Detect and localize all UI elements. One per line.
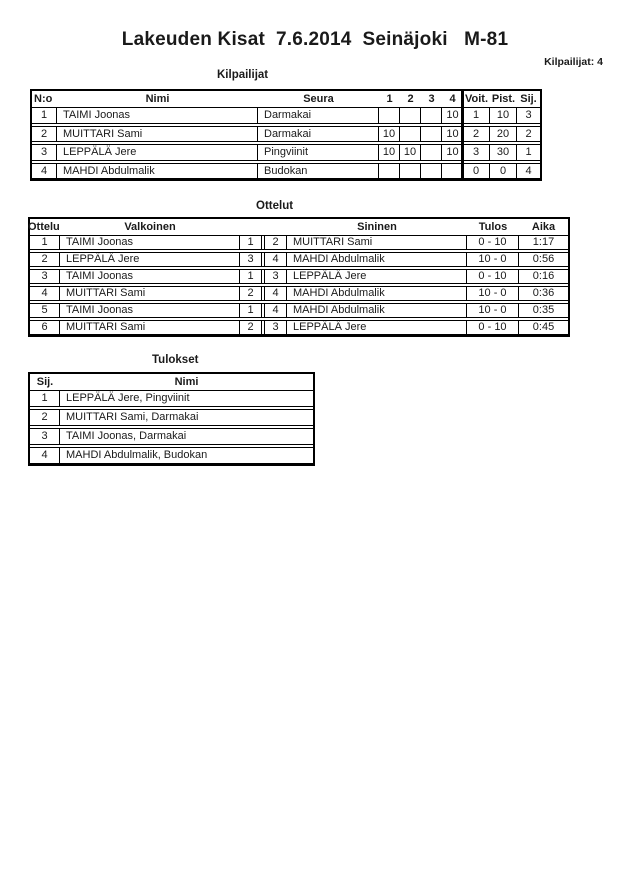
- ottelut-cell: 4: [265, 253, 287, 266]
- ottelut-cell: 0:36: [532, 287, 555, 299]
- tulokset-cell: 3: [30, 429, 60, 444]
- kilpailijat-cell: Darmakai: [258, 108, 379, 123]
- ottelut-cell: 6: [30, 321, 60, 334]
- ottelut-cell: TAIMI Joonas: [60, 270, 240, 283]
- tulokset-cell: TAIMI Joonas, Darmakai: [66, 430, 187, 442]
- kilpailijat-cell: 0: [463, 164, 490, 179]
- ottelut-cell: 3: [30, 270, 60, 283]
- kilpailijat-header-cell: Voit.: [464, 93, 488, 105]
- kilpailijat-header-cell: 3: [428, 93, 435, 105]
- kilpailijat-cell: 10: [446, 146, 459, 158]
- ottelut-cell: 1: [240, 236, 262, 249]
- kilpailijat-cell: 10: [490, 108, 517, 123]
- tulokset-cell: 1: [30, 391, 60, 406]
- kilpailijat-cell: 3: [525, 109, 532, 121]
- section-label-tulokset: Tulokset: [152, 354, 199, 366]
- ottelut-cell: LEPPÄLÄ Jere: [287, 270, 467, 283]
- ottelut-cell: 4: [30, 287, 60, 300]
- ottelut-cell: MUITTARI Sami: [60, 321, 240, 334]
- kilpailijat-cell: 10: [379, 145, 400, 160]
- table-kilpailijat: [30, 89, 542, 181]
- ottelut-row: [30, 320, 568, 335]
- thick-column-separator: [461, 89, 464, 181]
- ottelut-cell: 1: [240, 270, 262, 283]
- ottelut-cell: 0 - 10: [467, 236, 519, 249]
- kilpailijat-cell: [400, 108, 421, 123]
- ottelut-cell: TAIMI Joonas: [60, 304, 240, 317]
- ottelut-cell: 0:16: [532, 270, 555, 282]
- ottelut-cell: 2: [30, 253, 60, 266]
- ottelut-cell: 2: [240, 287, 262, 300]
- kilpailijat-cell: [400, 127, 421, 142]
- tulokset-row: [30, 391, 313, 407]
- tulokset-row: [30, 409, 313, 426]
- kilpailijat-cell: [421, 127, 442, 142]
- kilpailijat-cell: 1: [463, 108, 490, 123]
- ottelut-header-cell: [240, 219, 262, 235]
- ottelut-cell: 3: [240, 253, 262, 266]
- kilpailijat-cell: 10: [446, 109, 459, 121]
- kilpailijat-cell: MAHDI Abdulmalik: [57, 164, 258, 179]
- kilpailijat-cell: 1: [525, 146, 532, 158]
- ottelut-cell: 2: [240, 321, 262, 334]
- ottelut-cell: MAHDI Abdulmalik: [287, 253, 467, 266]
- kilpailijat-cell: [442, 164, 463, 179]
- kilpailijat-cell: 10: [379, 127, 400, 142]
- kilpailijat-cell: MUITTARI Sami: [57, 127, 258, 142]
- kilpailijat-cell: 10: [446, 127, 459, 140]
- tulokset-row: [30, 428, 313, 445]
- tulokset-cell: LEPPÄLÄ Jere, Pingviinit: [66, 392, 190, 404]
- ottelut-row: [30, 252, 568, 267]
- competitor-count: Kilpailijat: 4: [544, 56, 603, 68]
- tulokset-header-cell: Sij.: [36, 376, 54, 388]
- ottelut-header-cell: Tulos: [478, 221, 508, 233]
- ottelut-cell: 4: [265, 304, 287, 317]
- kilpailijat-header-cell: 1: [386, 93, 393, 105]
- kilpailijat-cell: 2: [463, 127, 490, 142]
- kilpailijat-header-cell: Nimi: [145, 93, 170, 105]
- kilpailijat-cell: [421, 145, 442, 160]
- ottelut-cell: 0 - 10: [467, 270, 519, 283]
- kilpailijat-cell: [421, 164, 442, 179]
- kilpailijat-cell: 4: [32, 164, 57, 179]
- tulokset-header-cell: Nimi: [174, 376, 199, 388]
- tulokset-cell: 4: [30, 448, 60, 463]
- ottelut-row: [30, 269, 568, 284]
- kilpailijat-cell: 3: [32, 145, 57, 160]
- ottelut-cell: 1: [30, 236, 60, 249]
- ottelut-cell: 5: [30, 304, 60, 317]
- tulokset-row: [30, 447, 313, 464]
- ottelut-cell: 3: [265, 270, 287, 283]
- kilpailijat-cell: 1: [32, 108, 57, 123]
- ottelut-cell: MUITTARI Sami: [287, 236, 467, 249]
- ottelut-cell: 4: [265, 287, 287, 300]
- kilpailijat-cell: 30: [490, 145, 517, 160]
- section-label-ottelut: Ottelut: [256, 200, 294, 212]
- kilpailijat-cell: 2: [525, 127, 532, 140]
- ottelut-cell: 10 - 0: [467, 287, 519, 300]
- table-tulokset: [28, 372, 315, 466]
- ottelut-cell: 10 - 0: [467, 253, 519, 266]
- tulokset-cell: MUITTARI Sami, Darmakai: [66, 411, 199, 423]
- kilpailijat-header-cell: Seura: [303, 93, 334, 105]
- kilpailijat-cell: 2: [32, 127, 57, 142]
- kilpailijat-cell: 0: [490, 164, 517, 179]
- ottelut-cell: MAHDI Abdulmalik: [287, 304, 467, 317]
- kilpailijat-cell: [400, 164, 421, 179]
- kilpailijat-cell: Pingviinit: [258, 145, 379, 160]
- ottelut-header-cell: Ottelu: [28, 221, 60, 233]
- tulokset-cell: 2: [30, 410, 60, 425]
- ottelut-header-cell: [265, 219, 287, 235]
- table-ottelut: [28, 217, 570, 337]
- ottelut-row: [30, 303, 568, 318]
- kilpailijat-cell: 3: [463, 145, 490, 160]
- kilpailijat-header-cell: 4: [449, 93, 456, 105]
- ottelut-cell: 0:35: [532, 304, 555, 316]
- ottelut-cell: 0:45: [532, 321, 555, 333]
- kilpailijat-cell: TAIMI Joonas: [57, 108, 258, 123]
- ottelut-cell: 1:17: [532, 236, 555, 248]
- tulokset-header-row: [30, 374, 313, 391]
- ottelut-header-cell: Aika: [531, 221, 556, 233]
- section-label-kilpailijat: Kilpailijat: [217, 69, 269, 81]
- kilpailijat-cell: LEPPÄLÄ Jere: [57, 145, 258, 160]
- kilpailijat-cell: 4: [525, 164, 532, 177]
- ottelut-row: [30, 286, 568, 301]
- kilpailijat-header-cell: Pist.: [491, 93, 516, 105]
- ottelut-header-cell: Sininen: [357, 221, 397, 233]
- tulokset-cell: MAHDI Abdulmalik, Budokan: [66, 449, 208, 461]
- kilpailijat-header-cell: 2: [407, 93, 414, 105]
- kilpailijat-header-cell: Sij.: [520, 93, 537, 105]
- ottelut-cell: 10 - 0: [467, 304, 519, 317]
- ottelut-cell: LEPPÄLÄ Jere: [287, 321, 467, 334]
- ottelut-header-row: [30, 219, 568, 236]
- ottelut-row: [30, 236, 568, 250]
- kilpailijat-header-cell: N:o: [34, 93, 53, 105]
- kilpailijat-cell: 20: [490, 127, 517, 142]
- ottelut-cell: 0:56: [532, 253, 555, 265]
- ottelut-cell: 3: [265, 321, 287, 334]
- kilpailijat-cell: [379, 108, 400, 123]
- page-title: Lakeuden Kisat 7.6.2014 Seinäjoki M-81: [121, 29, 509, 50]
- ottelut-header-cell: Valkoinen: [124, 221, 176, 233]
- ottelut-cell: MUITTARI Sami: [60, 287, 240, 300]
- ottelut-cell: 0 - 10: [467, 321, 519, 334]
- kilpailijat-cell: 10: [400, 145, 421, 160]
- ottelut-cell: 2: [265, 236, 287, 249]
- kilpailijat-cell: [379, 164, 400, 179]
- ottelut-cell: 1: [240, 304, 262, 317]
- ottelut-cell: LEPPÄLÄ Jere: [60, 253, 240, 266]
- ottelut-cell: MAHDI Abdulmalik: [287, 287, 467, 300]
- ottelut-cell: TAIMI Joonas: [60, 236, 240, 249]
- kilpailijat-cell: Budokan: [258, 164, 379, 179]
- kilpailijat-cell: [421, 108, 442, 123]
- kilpailijat-cell: Darmakai: [258, 127, 379, 142]
